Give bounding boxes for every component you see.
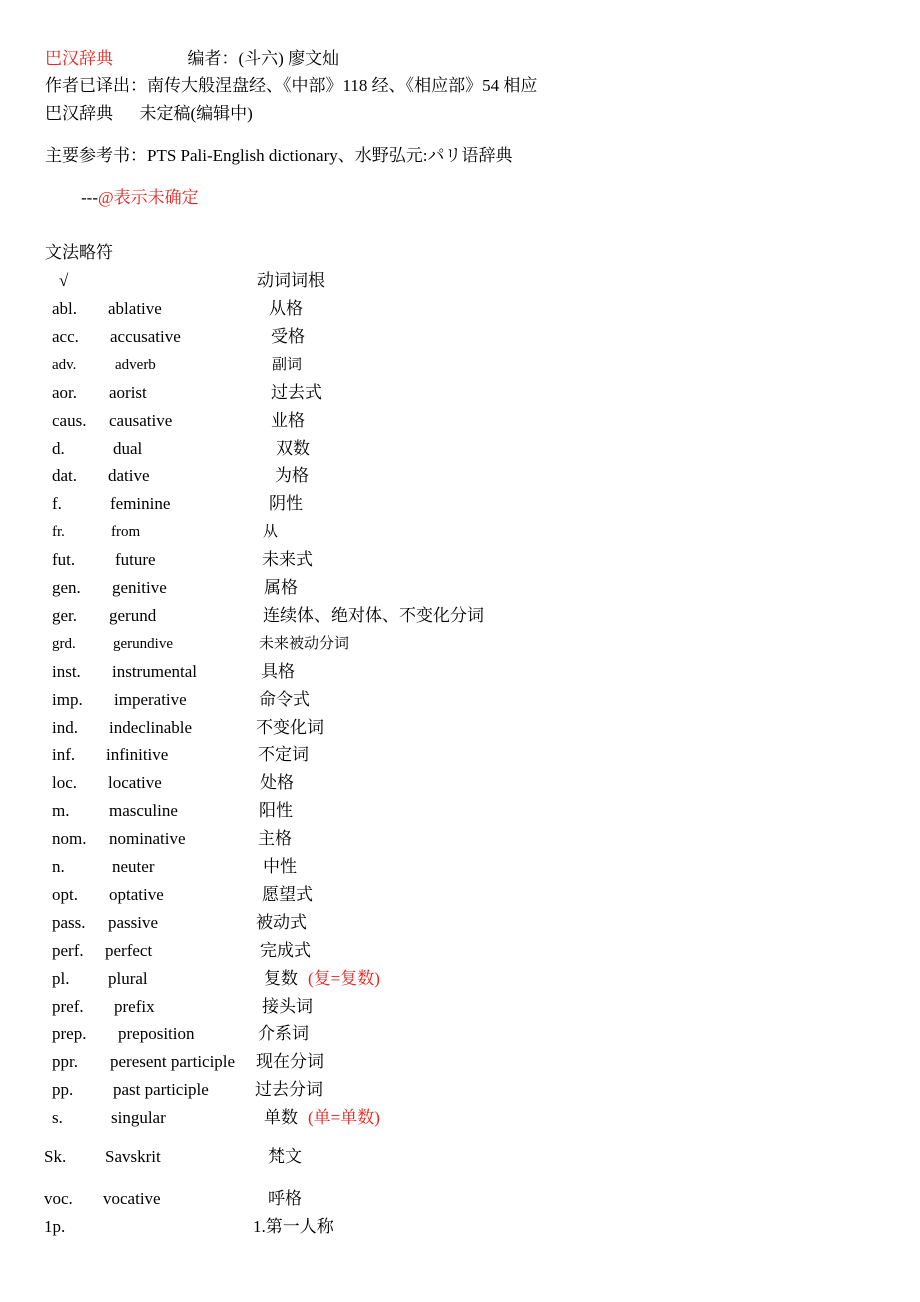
abbreviation: inst. <box>52 661 81 681</box>
abbreviation: f. <box>52 494 62 514</box>
chinese-meaning: 现在分词 <box>256 1052 324 1072</box>
english-term: accusative <box>110 326 181 346</box>
draft-title: 巴汉辞典 <box>45 104 113 123</box>
english-term: dative <box>108 466 150 486</box>
chinese-meaning: 接头词 <box>262 996 313 1016</box>
abbreviation: dat. <box>52 466 78 486</box>
english-term: aorist <box>109 382 147 402</box>
header-line <box>45 49 339 69</box>
english-term: genitive <box>112 578 167 597</box>
chinese-meaning: 命令式 <box>259 689 310 709</box>
abbreviation: imp. <box>52 689 83 709</box>
chinese-meaning: 愿望式 <box>262 884 313 904</box>
abbreviation: gen. <box>52 578 81 597</box>
chinese-meaning: 单数 (单=单数) <box>264 1108 380 1128</box>
draft-line <box>45 104 253 124</box>
meaning-note: (单=单数) <box>308 1108 380 1128</box>
chinese-meaning: 中性 <box>263 857 297 876</box>
english-term: prefix <box>114 996 155 1016</box>
chinese-meaning: 具格 <box>261 661 295 681</box>
chinese-meaning: 阴性 <box>269 494 303 514</box>
meaning-note: (复=复数) <box>308 968 380 988</box>
english-term: imperative <box>114 689 187 709</box>
abbreviation: perf. <box>52 940 84 960</box>
english-term: past participle <box>113 1080 209 1100</box>
english-term: from <box>111 524 141 541</box>
abbreviation: nom. <box>52 829 87 849</box>
chinese-meaning: 1.第一人称 <box>253 1217 334 1236</box>
english-term: perfect <box>105 940 153 960</box>
abbreviation: s. <box>52 1108 63 1128</box>
abbreviation: Sk. <box>44 1147 67 1166</box>
abbreviation: pass. <box>52 912 86 932</box>
abbreviation: fr. <box>52 524 65 541</box>
abbreviation: ind. <box>52 717 78 737</box>
abbreviation: 1p. <box>44 1217 66 1236</box>
english-term: causative <box>109 410 173 430</box>
abbreviation: pref. <box>52 996 84 1016</box>
chinese-meaning: 完成式 <box>260 940 311 960</box>
abbreviation: caus. <box>52 410 87 430</box>
english-term: plural <box>108 968 148 988</box>
draft-status: 未定稿(编辑中) <box>139 104 253 123</box>
chinese-meaning: 连续体、绝对体、不变化分词 <box>263 605 484 625</box>
abbreviation: d. <box>52 438 65 458</box>
english-term: gerund <box>109 605 157 625</box>
chinese-meaning: 阳性 <box>259 801 293 821</box>
abbreviation: pp. <box>52 1080 74 1100</box>
english-term: optative <box>109 884 164 904</box>
abbreviation: opt. <box>52 884 78 904</box>
abbreviation: fut. <box>52 550 76 570</box>
chinese-meaning: 梵文 <box>268 1147 302 1166</box>
chinese-meaning: 副词 <box>272 356 303 373</box>
uncertain-note <box>81 188 199 208</box>
chinese-meaning: 不变化词 <box>256 717 324 737</box>
translated-works: 作者已译出：南传大般涅盘经、《中部》118 经、《相应部》54 相应 <box>45 76 538 95</box>
dictionary-title: 巴汉辞典 <box>45 49 113 68</box>
chinese-meaning: 从格 <box>269 299 303 318</box>
chinese-meaning: 为格 <box>275 466 309 486</box>
english-term: Savskrit <box>105 1147 161 1166</box>
chinese-meaning: 介系词 <box>258 1024 309 1044</box>
note-text: @表示未确定 <box>97 188 199 207</box>
chinese-meaning: 业格 <box>271 410 305 430</box>
english-term: vocative <box>103 1189 161 1208</box>
english-term: infinitive <box>106 745 169 765</box>
abbreviation: ppr. <box>52 1052 78 1072</box>
section-title: 文法略符 <box>45 243 113 262</box>
english-term: neuter <box>112 857 155 876</box>
english-term: passive <box>108 912 159 932</box>
references: 主要参考书：PTS Pali-English dictionary、水野弘元:パリ语辞典 <box>45 146 513 165</box>
english-term: preposition <box>118 1024 195 1044</box>
english-term: locative <box>108 773 162 793</box>
english-term: ablative <box>108 299 162 318</box>
abbreviation: m. <box>52 801 70 821</box>
english-term: singular <box>111 1108 166 1128</box>
abbreviation: grd. <box>52 635 76 652</box>
root-symbol: √ <box>59 271 69 290</box>
chinese-meaning: 复数 (复=复数) <box>264 968 380 988</box>
chinese-meaning: 受格 <box>271 326 305 346</box>
abbreviation: n. <box>52 857 65 876</box>
english-term: future <box>115 550 156 570</box>
english-term: masculine <box>109 801 178 821</box>
chinese-meaning: 主格 <box>258 829 292 849</box>
root-meaning: 动词词根 <box>257 271 325 290</box>
chinese-meaning: 呼格 <box>268 1189 302 1208</box>
abbreviation: acc. <box>52 326 79 346</box>
chinese-meaning: 过去分词 <box>255 1080 323 1100</box>
chinese-meaning: 未来式 <box>262 550 313 570</box>
abbreviation: prep. <box>52 1024 87 1044</box>
abbreviation: inf. <box>52 745 76 765</box>
chinese-meaning: 未来被动分词 <box>259 635 350 652</box>
abbreviation: abl. <box>52 299 78 318</box>
abbreviation: loc. <box>52 773 78 793</box>
chinese-meaning: 双数 <box>276 438 310 458</box>
note-dashes: --- <box>81 188 98 207</box>
english-term: peresent participle <box>110 1052 236 1072</box>
chinese-meaning: 过去式 <box>271 382 322 402</box>
abbreviation: adv. <box>52 356 77 373</box>
chinese-meaning: 属格 <box>264 578 298 597</box>
english-term: feminine <box>110 494 171 514</box>
abbreviation: aor. <box>52 382 78 402</box>
english-term: adverb <box>115 356 156 373</box>
chinese-meaning: 不定词 <box>258 745 309 765</box>
english-term: instrumental <box>112 661 197 681</box>
abbreviation: ger. <box>52 605 78 625</box>
english-term: dual <box>113 438 143 458</box>
chinese-meaning: 从 <box>263 524 279 541</box>
abbreviation: voc. <box>44 1189 73 1208</box>
chinese-meaning: 处格 <box>260 773 294 793</box>
english-term: indeclinable <box>109 717 193 737</box>
editor-info: 编者：(斗六) 廖文灿 <box>187 49 340 68</box>
abbreviation: pl. <box>52 968 70 988</box>
english-term: gerundive <box>113 635 173 652</box>
chinese-meaning: 被动式 <box>256 912 307 932</box>
english-term: nominative <box>109 829 186 849</box>
